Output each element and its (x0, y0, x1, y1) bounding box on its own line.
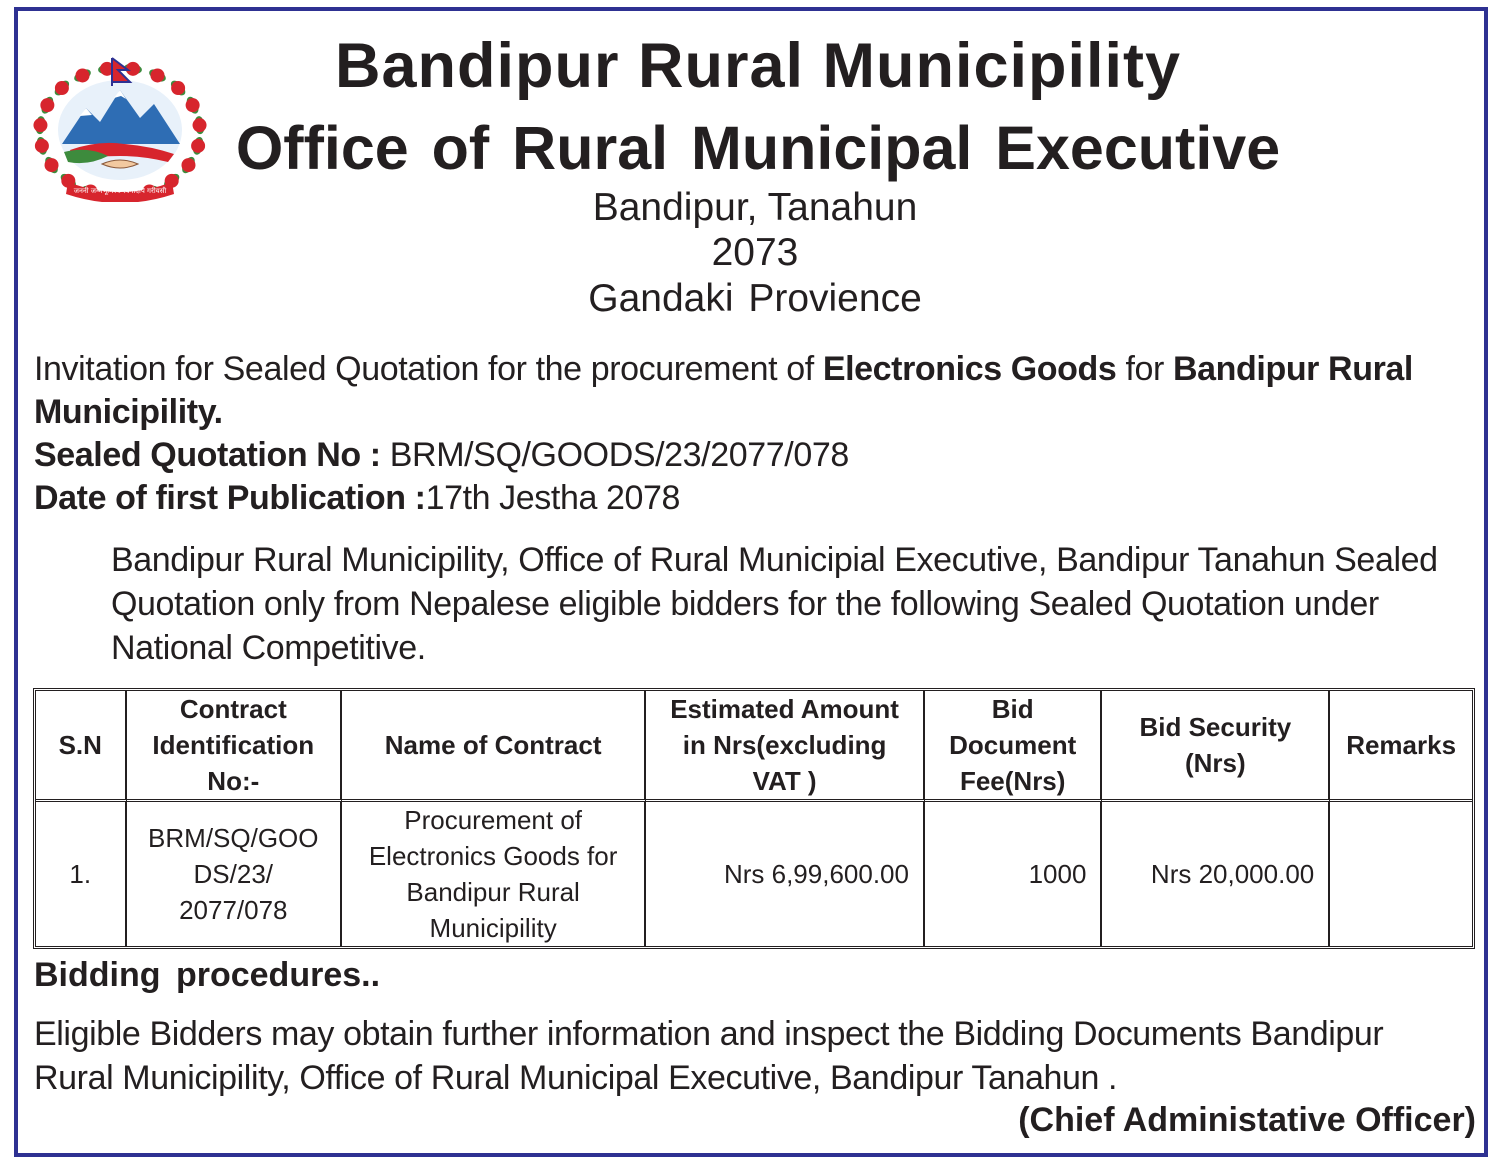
municipality-title: Bandipur Rural Municipility (334, 31, 1182, 101)
procedures-line-1: Eligible Bidders may obtain further information and inspect the Bidding Documents Bandipur (34, 1015, 1384, 1053)
cell-contract-name: Procurement of Electronics Goods for Bandipur Rural Municipility (342, 802, 646, 946)
invitation-line-2: Municipility. (34, 393, 223, 431)
signoff-officer: (Chief Administative Officer) (1018, 1101, 1476, 1139)
address-line-1: Bandipur, Tanahun (592, 186, 918, 229)
publication-date: Date of first Publication :17th Jestha 2078 (34, 479, 681, 517)
header-sn: S.N (36, 691, 127, 802)
header-contract-id: Contract Identification No:- (127, 691, 343, 802)
header-estimate: Estimated Amount in Nrs(excluding VAT ) (646, 691, 925, 802)
header-bid-security: Bid Security (Nrs) (1102, 691, 1330, 802)
address-line-2: 2073 (711, 231, 799, 274)
header-contract-name: Name of Contract (342, 691, 646, 802)
contract-table (33, 688, 1475, 949)
body-text-line-3: National Competitive. (111, 629, 426, 667)
emblem-motto: जननी जन्मभूमिश्च स्वर्गादपि गरीयसी (73, 187, 167, 195)
sealed-quotation-number: Sealed Quotation No : BRM/SQ/GOODS/23/2077/078 (34, 436, 849, 474)
body-text-line-2: Quotation only from Nepalese eligible bidders for the following Sealed Quotation under (111, 585, 1379, 623)
table-row (36, 802, 1472, 946)
cell-remarks (1330, 802, 1472, 946)
cell-sn: 1. (36, 802, 127, 946)
table-header-row (36, 691, 1472, 802)
office-subtitle: Office of Rural Municipal Executive (235, 114, 1281, 182)
bidding-procedures-heading: Bidding procedures.. (34, 956, 381, 994)
header-bid-fee: Bid Document Fee(Nrs) (925, 691, 1102, 802)
header-remarks: Remarks (1330, 691, 1472, 802)
invitation-line-1: Invitation for Sealed Quotation for the procurement of Electronics Goods for Bandipur Rural (34, 350, 1413, 388)
procedures-line-2: Rural Municipility, Office of Rural Municipal Executive, Bandipur Tanahun . (34, 1059, 1118, 1097)
cell-contract-id: BRM/SQ/GOO DS/23/ 2077/078 (127, 802, 343, 946)
cell-bid-security: Nrs 20,000.00 (1102, 802, 1330, 946)
body-text-line-1: Bandipur Rural Municipility, Office of Rural Municipial Executive, Bandipur Tanahun Sealed (111, 541, 1438, 579)
address-line-3: Gandaki Provience (588, 277, 922, 320)
cell-bid-fee: 1000 (925, 802, 1102, 946)
cell-estimate: Nrs 6,99,600.00 (646, 802, 925, 946)
